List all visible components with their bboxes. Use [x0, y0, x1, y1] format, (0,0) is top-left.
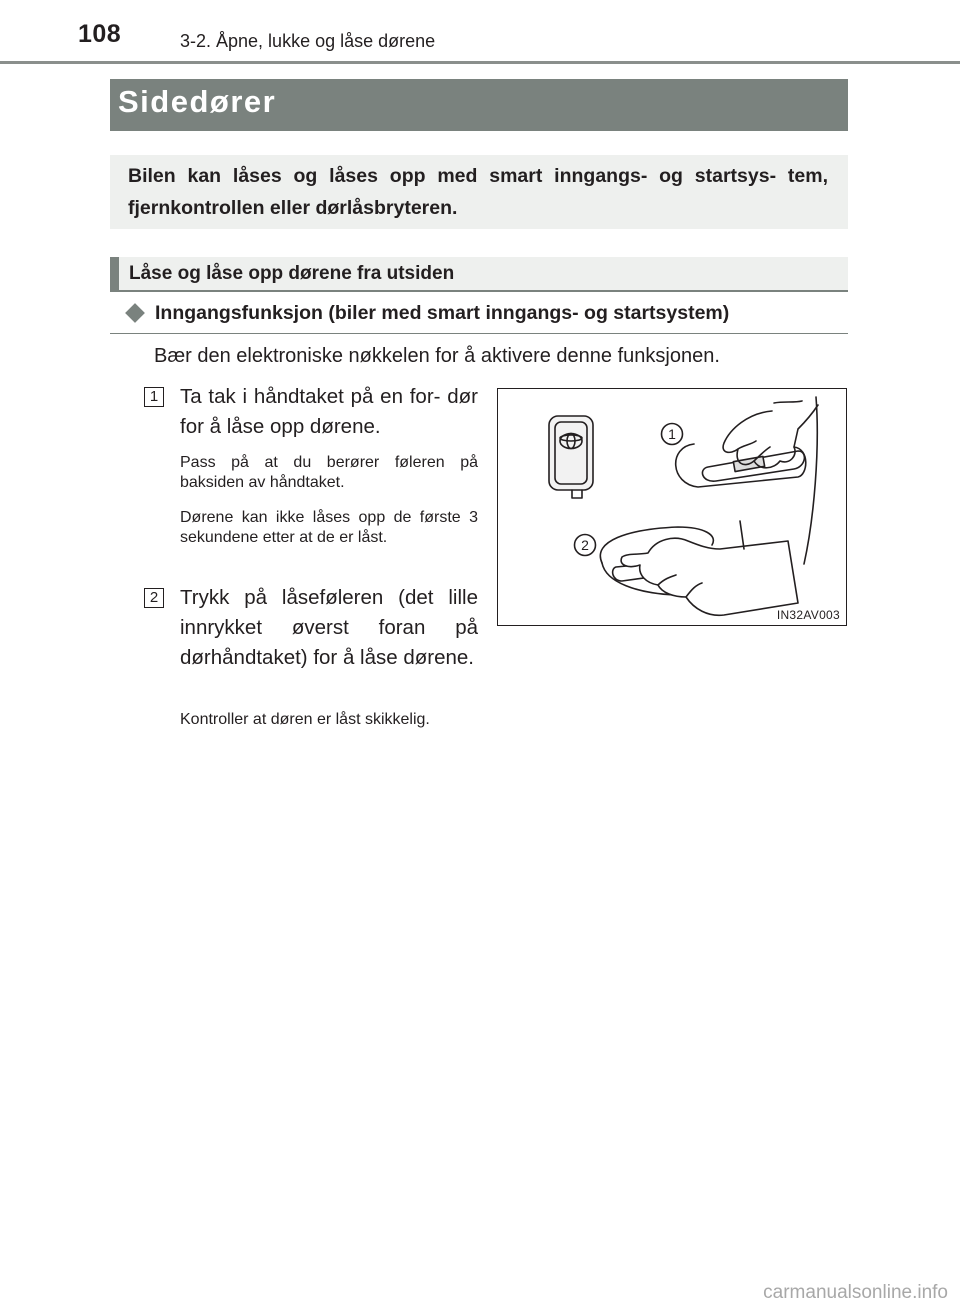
door-handle-illustration: [497, 388, 847, 626]
step-number-1: 1: [144, 387, 164, 407]
entry-lead: Bær den elektroniske nøkkelen for å aktivere denne funksjonen.: [154, 345, 720, 367]
subsection-rule: [110, 290, 848, 292]
step-number-2: 2: [144, 588, 164, 608]
footer-watermark: carmanualsonline.info: [763, 1282, 948, 1303]
illustration-drawing: [498, 389, 848, 627]
callout-2: 2: [581, 537, 589, 553]
subsection-accent: [110, 257, 119, 291]
step-1-note-1: Pass på at du berører føleren på baksiden av håndtaket.: [180, 454, 478, 491]
callout-1: 1: [668, 426, 676, 442]
chapter-title: 3-2. Åpne, lukke og låse dørene: [180, 31, 436, 51]
subsection-title: Låse og låse opp dørene fra utsiden: [129, 263, 455, 284]
step-1-text: Ta tak i håndtaket på en for- dør for å låse opp dørene.: [180, 385, 478, 438]
step-2-text: Trykk på låseføleren (det lille innrykket øverst foran på dørhåndtaket) for å låse dørene.: [180, 586, 478, 669]
heading-rule: [110, 333, 848, 334]
step-1-note-2: Dørene kan ikke låses opp de første 3 sekundene etter at de er låst.: [180, 509, 478, 546]
entry-heading: Inngangsfunksjon (biler med smart inngangs- og startsystem): [155, 302, 730, 324]
diamond-bullet-icon: [125, 303, 145, 323]
step-2-note: Kontroller at døren er låst skikkelig.: [180, 711, 430, 728]
page-number: 108: [78, 20, 122, 48]
section-title: Sidedører: [118, 84, 277, 119]
illustration-code: IN32AV003: [776, 608, 840, 622]
intro-text: Bilen kan låses og låses opp med smart inngangs- og startsys- tem, fjernkontrollen eller dørlåsbryteren.: [128, 165, 828, 219]
header-rule: [0, 61, 960, 64]
